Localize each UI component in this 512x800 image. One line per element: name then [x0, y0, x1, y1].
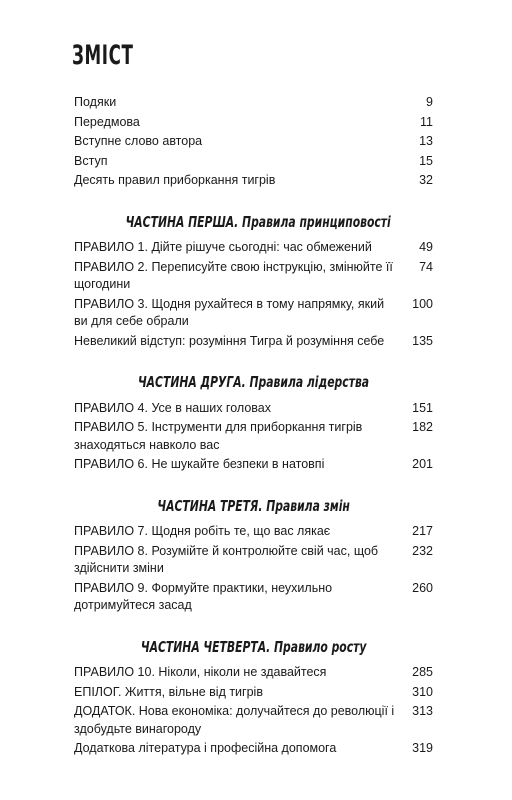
part-heading-text: ЧАСТИНА ПЕРША. Правила принциповості — [125, 212, 391, 231]
toc-entry — [74, 740, 433, 758]
part-3-section — [74, 498, 433, 615]
toc-entry-text: ПРАВИЛО 1. Дійте рішуче сьогодні: час обмежений — [74, 240, 372, 254]
part-2-section — [74, 374, 433, 474]
toc-entry-text: ПРАВИЛО 4. Усе в наших головах — [74, 400, 271, 415]
toc-entry — [74, 684, 433, 702]
toc-entry — [74, 239, 433, 257]
toc-entry-page: 13 — [419, 134, 433, 148]
part-heading — [74, 214, 433, 232]
toc-entry-text: Вступне слово автора — [74, 134, 203, 148]
toc-entry-text: Подяки — [74, 95, 117, 109]
toc-entry — [74, 543, 433, 578]
toc-entry-text: Додаткова література і професійна допомога — [74, 741, 337, 755]
part-heading — [74, 639, 433, 657]
toc-entry-page: 313 — [412, 704, 433, 718]
toc-entry — [74, 333, 433, 351]
part-4-section — [74, 639, 433, 758]
toc-entry-text: Невеликий відступ: розуміння Тигра й розуміння себе — [74, 333, 385, 348]
part-heading-text: ЧАСТИНА ДРУГА. Правила лідерства — [137, 373, 370, 391]
toc-entry-page: 32 — [419, 173, 433, 187]
toc-entry-text: ПРАВИЛО 8. Розумійте й контролюйте свій час, щоб здійснити зміни — [74, 543, 379, 575]
toc-entry-text: ПРАВИЛО 6. Не шукайте безпеки в натовпі — [74, 457, 325, 471]
toc-entry-page: 15 — [419, 153, 433, 168]
toc-entry-page: 260 — [412, 580, 433, 595]
toc-entry-page: 9 — [426, 95, 433, 109]
part-heading-text: ЧАСТИНА ТРЕТЯ. Правила змін — [157, 496, 350, 515]
part-heading — [74, 374, 433, 392]
toc-entry-page: 217 — [412, 524, 433, 538]
toc-entry-text: ПРАВИЛО 10. Ніколи, ніколи не здавайтеся — [74, 665, 327, 679]
toc-entry-page: 319 — [412, 741, 433, 755]
toc-entry — [74, 114, 433, 132]
toc-entry-page: 151 — [412, 400, 433, 415]
intro-section — [74, 94, 433, 190]
toc-entry — [74, 703, 433, 738]
page-title: ЗМІСТ — [72, 40, 134, 71]
toc-entry-page: 232 — [412, 543, 433, 558]
toc-entry-text: Вступ — [74, 153, 108, 168]
toc-entry — [74, 296, 433, 331]
toc-entry-text: Передмова — [74, 114, 140, 129]
toc-entry — [74, 153, 433, 171]
toc-entry — [74, 523, 433, 541]
toc-entry-page: 135 — [412, 333, 433, 348]
toc-entry-text: ПРАВИЛО 7. Щодня робіть те, що вас лякає — [74, 524, 331, 538]
toc-entry — [74, 259, 433, 294]
toc-entry — [74, 456, 433, 474]
toc-entry-page: 74 — [419, 259, 433, 274]
toc-entry-text: Десять правил приборкання тигрів — [74, 173, 276, 187]
toc-entry — [74, 172, 433, 190]
toc-entry-page: 201 — [412, 457, 433, 471]
toc-entry-text: ПРАВИЛО 5. Інструменти для приборкання тигрів знаходяться навколо вас — [74, 420, 363, 452]
part-heading-text: ЧАСТИНА ЧЕТВЕРТА. Правило росту — [140, 637, 367, 656]
toc-entry — [74, 133, 433, 151]
toc-entry-page: 11 — [420, 114, 433, 129]
toc-entry-text: ПРАВИЛО 9. Формуйте практики, неухильно дотримуйтеся засад — [74, 580, 333, 612]
toc-entry-text: ПРАВИЛО 2. Переписуйте свою інструкцію, змінюйте її щогодини — [74, 259, 393, 291]
toc-entry-page: 310 — [412, 684, 433, 699]
toc-entry-text: ДОДАТОК. Нова економіка: долучайтеся до революції і здобудьте винагороду — [74, 704, 395, 736]
table-of-contents — [74, 94, 433, 760]
toc-entry-page: 285 — [412, 665, 433, 679]
part-1-section — [74, 214, 433, 351]
toc-entry — [74, 94, 433, 112]
toc-entry-text: ПРАВИЛО 3. Щодня рухайтеся в тому напрямку, який ви для себе обрали — [74, 296, 385, 328]
part-heading — [74, 498, 433, 516]
toc-entry — [74, 419, 433, 454]
toc-entry — [74, 664, 433, 682]
toc-entry-page: 49 — [419, 240, 433, 254]
toc-entry — [74, 400, 433, 418]
toc-entry-page: 182 — [412, 420, 433, 434]
toc-entry-text: ЕПІЛОГ. Життя, вільне від тигрів — [74, 684, 263, 699]
toc-entry-page: 100 — [412, 296, 433, 311]
toc-entry — [74, 580, 433, 615]
